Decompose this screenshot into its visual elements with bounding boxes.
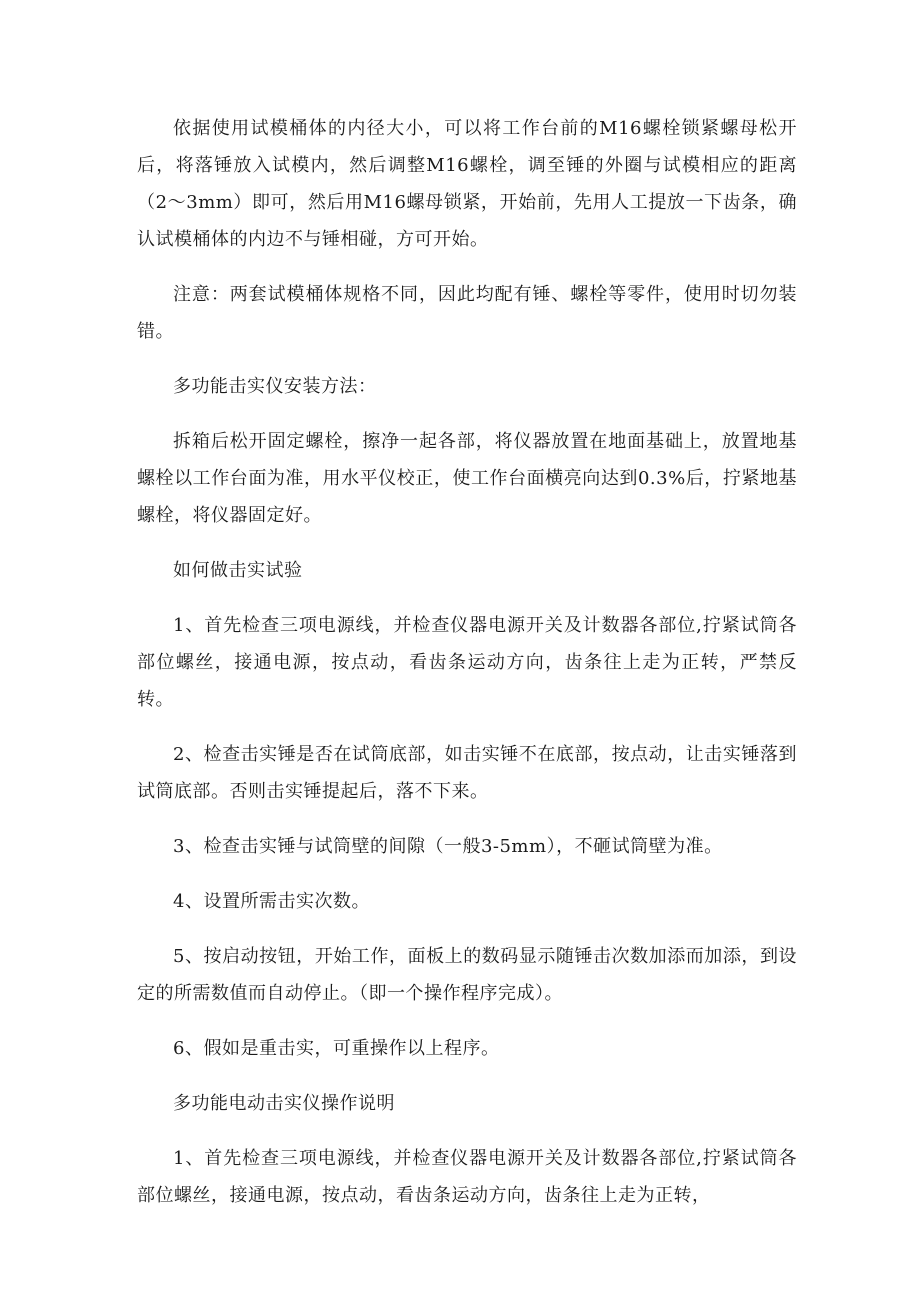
heading-how-to-test: 如何做击实试验 [173, 560, 303, 581]
list-item-step-4: 4、设置所需击实次数。 [173, 891, 370, 912]
paragraph-install-hammer: 依据使用试模桶体的内径大小，可以将工作台前的M16螺栓锁紧螺母松开后，将落锤放入试模内，然后调整M16螺栓，调至锤的外圈与试模相应的距离（2～3mm）即可，然后用M16螺母锁紧，开始前，先用人工提放一下齿条，确认试模桶体的内边不与锤相碰，方可开始。 [137, 118, 797, 250]
heading-operation-instructions: 多功能电动击实仪操作说明 [173, 1093, 395, 1114]
list-item-step-2: 2、检查击实锤是否在试筒底部，如击实锤不在底部，按点动，让击实锤落到试筒底部。否则击实锤提起后，落不下来。 [137, 744, 797, 802]
paragraph-note: 注意：两套试模桶体规格不同，因此均配有锤、螺栓等零件，使用时切勿装错。 [137, 284, 797, 342]
list-item-step-3: 3、检查击实锤与试筒壁的间隙（一般3-5mm），不砸试筒壁为准。 [173, 836, 723, 857]
list-item-step-1: 1、首先检查三项电源线，并检查仪器电源开关及计数器各部位,拧紧试筒各部位螺丝，接通电源，按点动，看齿条运动方向，齿条往上走为正转，严禁反转。 [137, 615, 797, 710]
document-body [137, 110, 797, 1232]
list-item-step-5: 5、按启动按钮，开始工作，面板上的数码显示随锤击次数加添而加添，到设定的所需数值而自动停止。（即一个操作程序完成）。 [137, 946, 797, 1004]
heading-installation-method: 多功能击实仪安装方法： [173, 376, 377, 397]
list-item-operation-step-1: 1、首先检查三项电源线，并检查仪器电源开关及计数器各部位,拧紧试筒各部位螺丝，接通电源，按点动，看齿条运动方向，齿条往上走为正转， [137, 1148, 797, 1206]
list-item-step-6: 6、假如是重击实，可重操作以上程序。 [173, 1038, 500, 1059]
paragraph-installation-steps: 拆箱后松开固定螺栓，擦净一起各部，将仪器放置在地面基础上，放置地基螺栓以工作台面为准，用水平仪校正，使工作台面横亮向达到0.3%后，拧紧地基螺栓，将仪器固定好。 [137, 431, 797, 526]
